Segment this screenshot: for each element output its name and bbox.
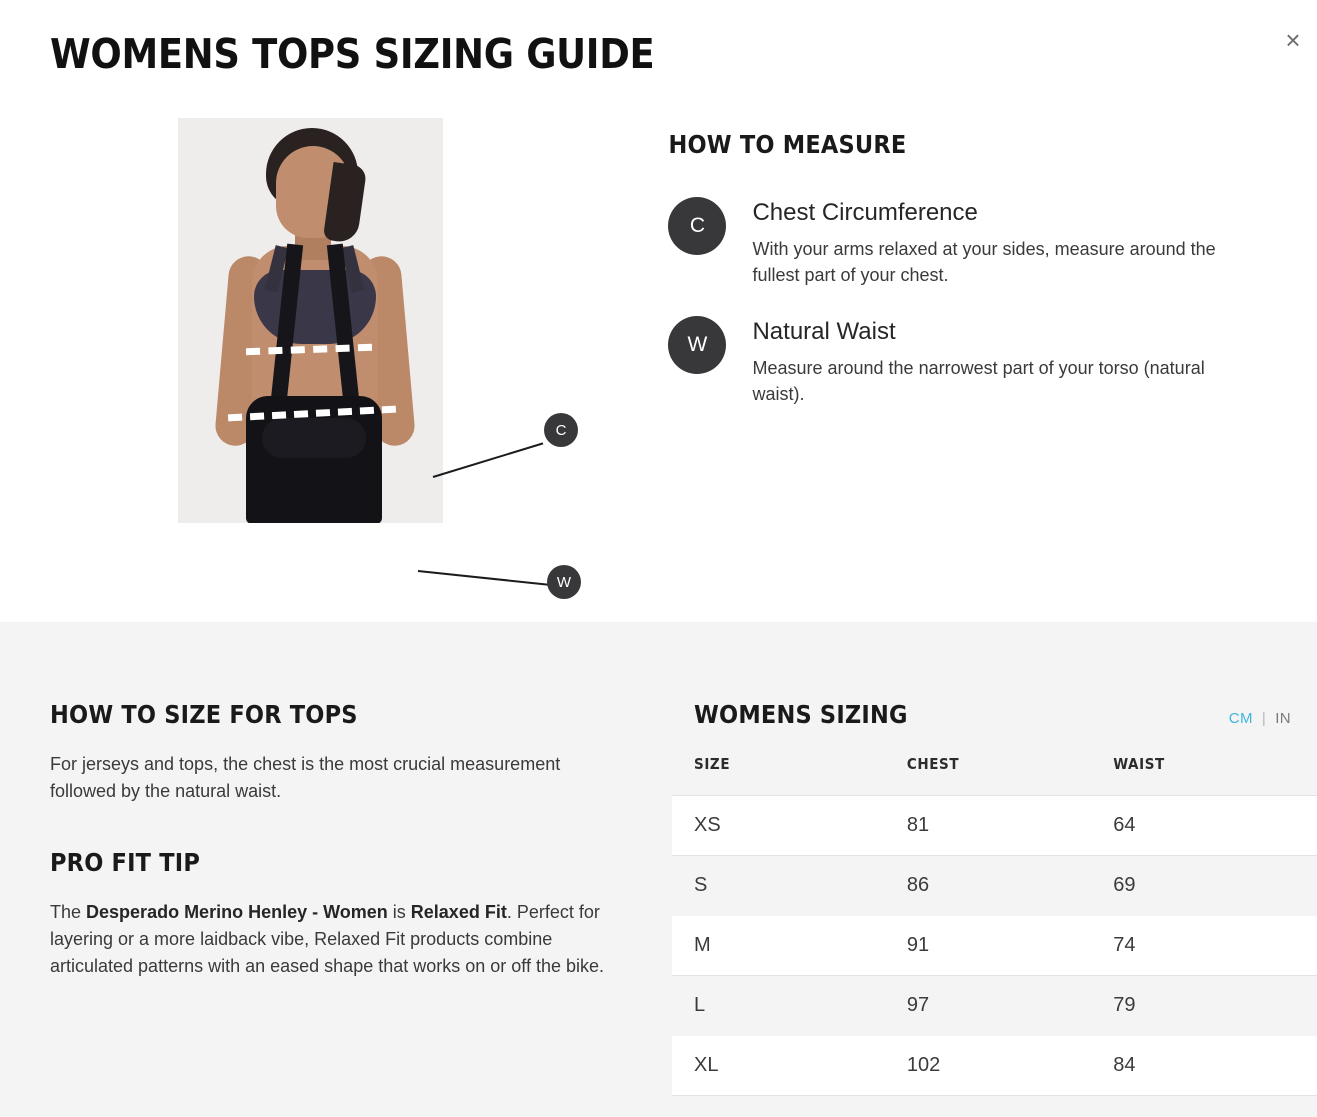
pro-fit-tip-body (50, 899, 610, 979)
cell-waist: 64 (1091, 796, 1317, 856)
top-section (0, 78, 1317, 658)
pro-fit-tip-heading: PRO FIT TIP (50, 848, 201, 878)
waist-marker-badge: W (547, 565, 581, 599)
chest-marker-badge: C (544, 413, 578, 447)
cell-waist: 79 (1091, 976, 1317, 1036)
how-to-measure-heading: HOW TO MEASURE (668, 130, 907, 159)
cell-size: XS (672, 796, 885, 856)
table-row (672, 976, 1317, 1036)
table-row (672, 856, 1317, 916)
unit-toggle[interactable] (1225, 710, 1295, 727)
cell-size: XL (672, 1036, 885, 1096)
sizing-table-header-row (672, 700, 1317, 729)
table-row (672, 916, 1317, 976)
chest-leader-line (433, 442, 544, 478)
sizing-tips-column (0, 700, 672, 1117)
waist-leader-line (418, 570, 552, 586)
pro-tip-lead: The (50, 902, 87, 923)
cell-chest: 102 (885, 1036, 1091, 1096)
unit-cm-option[interactable]: CM (1228, 710, 1253, 727)
cell-chest: 86 (885, 856, 1091, 916)
waist-badge-icon: W (668, 316, 726, 374)
pro-tip-tail: . Perfect for layering or a more laidback vibe, Relaxed Fit products combine articulated patterns with an eased shape that works on or off the bike. (50, 902, 605, 976)
model-photo (178, 118, 443, 523)
cell-waist: 84 (1091, 1036, 1317, 1096)
chest-description: With your arms relaxed at your sides, measure around the fullest part of your chest. (752, 239, 1216, 285)
cell-chest: 97 (885, 976, 1091, 1036)
pro-tip-mid: is (387, 902, 411, 923)
column-header-size: SIZE (694, 755, 731, 773)
waist-title: Natural Waist (752, 318, 896, 346)
table-row (672, 796, 1317, 856)
cell-size: M (672, 916, 885, 976)
sizing-table-head (672, 755, 1317, 796)
measure-item-waist (668, 316, 1267, 407)
measurement-figure (50, 118, 668, 591)
chest-text-block (752, 197, 1252, 288)
waist-text-block (752, 316, 1252, 407)
chest-title: Chest Circumference (752, 199, 978, 226)
sizing-table-heading: WOMENS SIZING (694, 700, 908, 729)
how-to-size-body: For jerseys and tops, the chest is the most crucial measurement followed by the natural waist. (50, 754, 561, 801)
cell-waist: 69 (1091, 856, 1317, 916)
waist-description: Measure around the narrowest part of your torso (natural waist). (752, 358, 1205, 404)
unit-separator: | (1261, 710, 1267, 727)
close-icon[interactable]: × (1279, 26, 1307, 54)
cell-size: S (672, 856, 885, 916)
table-row (672, 1036, 1317, 1096)
pro-tip-product: Desperado Merino Henley - Women (86, 902, 388, 923)
chest-badge-icon: C (668, 197, 726, 255)
cell-chest: 81 (885, 796, 1091, 856)
pro-tip-fit: Relaxed Fit (410, 902, 507, 923)
unit-in-option[interactable]: IN (1275, 710, 1291, 727)
sizing-table (672, 755, 1317, 1096)
column-header-waist: WAIST (1113, 755, 1165, 773)
column-header-chest: CHEST (906, 755, 960, 773)
how-to-size-heading: HOW TO SIZE FOR TOPS (50, 700, 358, 729)
measure-item-chest (668, 197, 1267, 288)
cell-size: L (672, 976, 885, 1036)
sizing-table-column (672, 700, 1317, 1117)
bottom-section (0, 622, 1317, 1117)
page-title: WOMENS TOPS SIZING GUIDE (50, 30, 655, 78)
model-shorts-highlight (262, 418, 366, 458)
cell-waist: 74 (1091, 916, 1317, 976)
how-to-measure-section (668, 118, 1267, 658)
cell-chest: 91 (885, 916, 1091, 976)
